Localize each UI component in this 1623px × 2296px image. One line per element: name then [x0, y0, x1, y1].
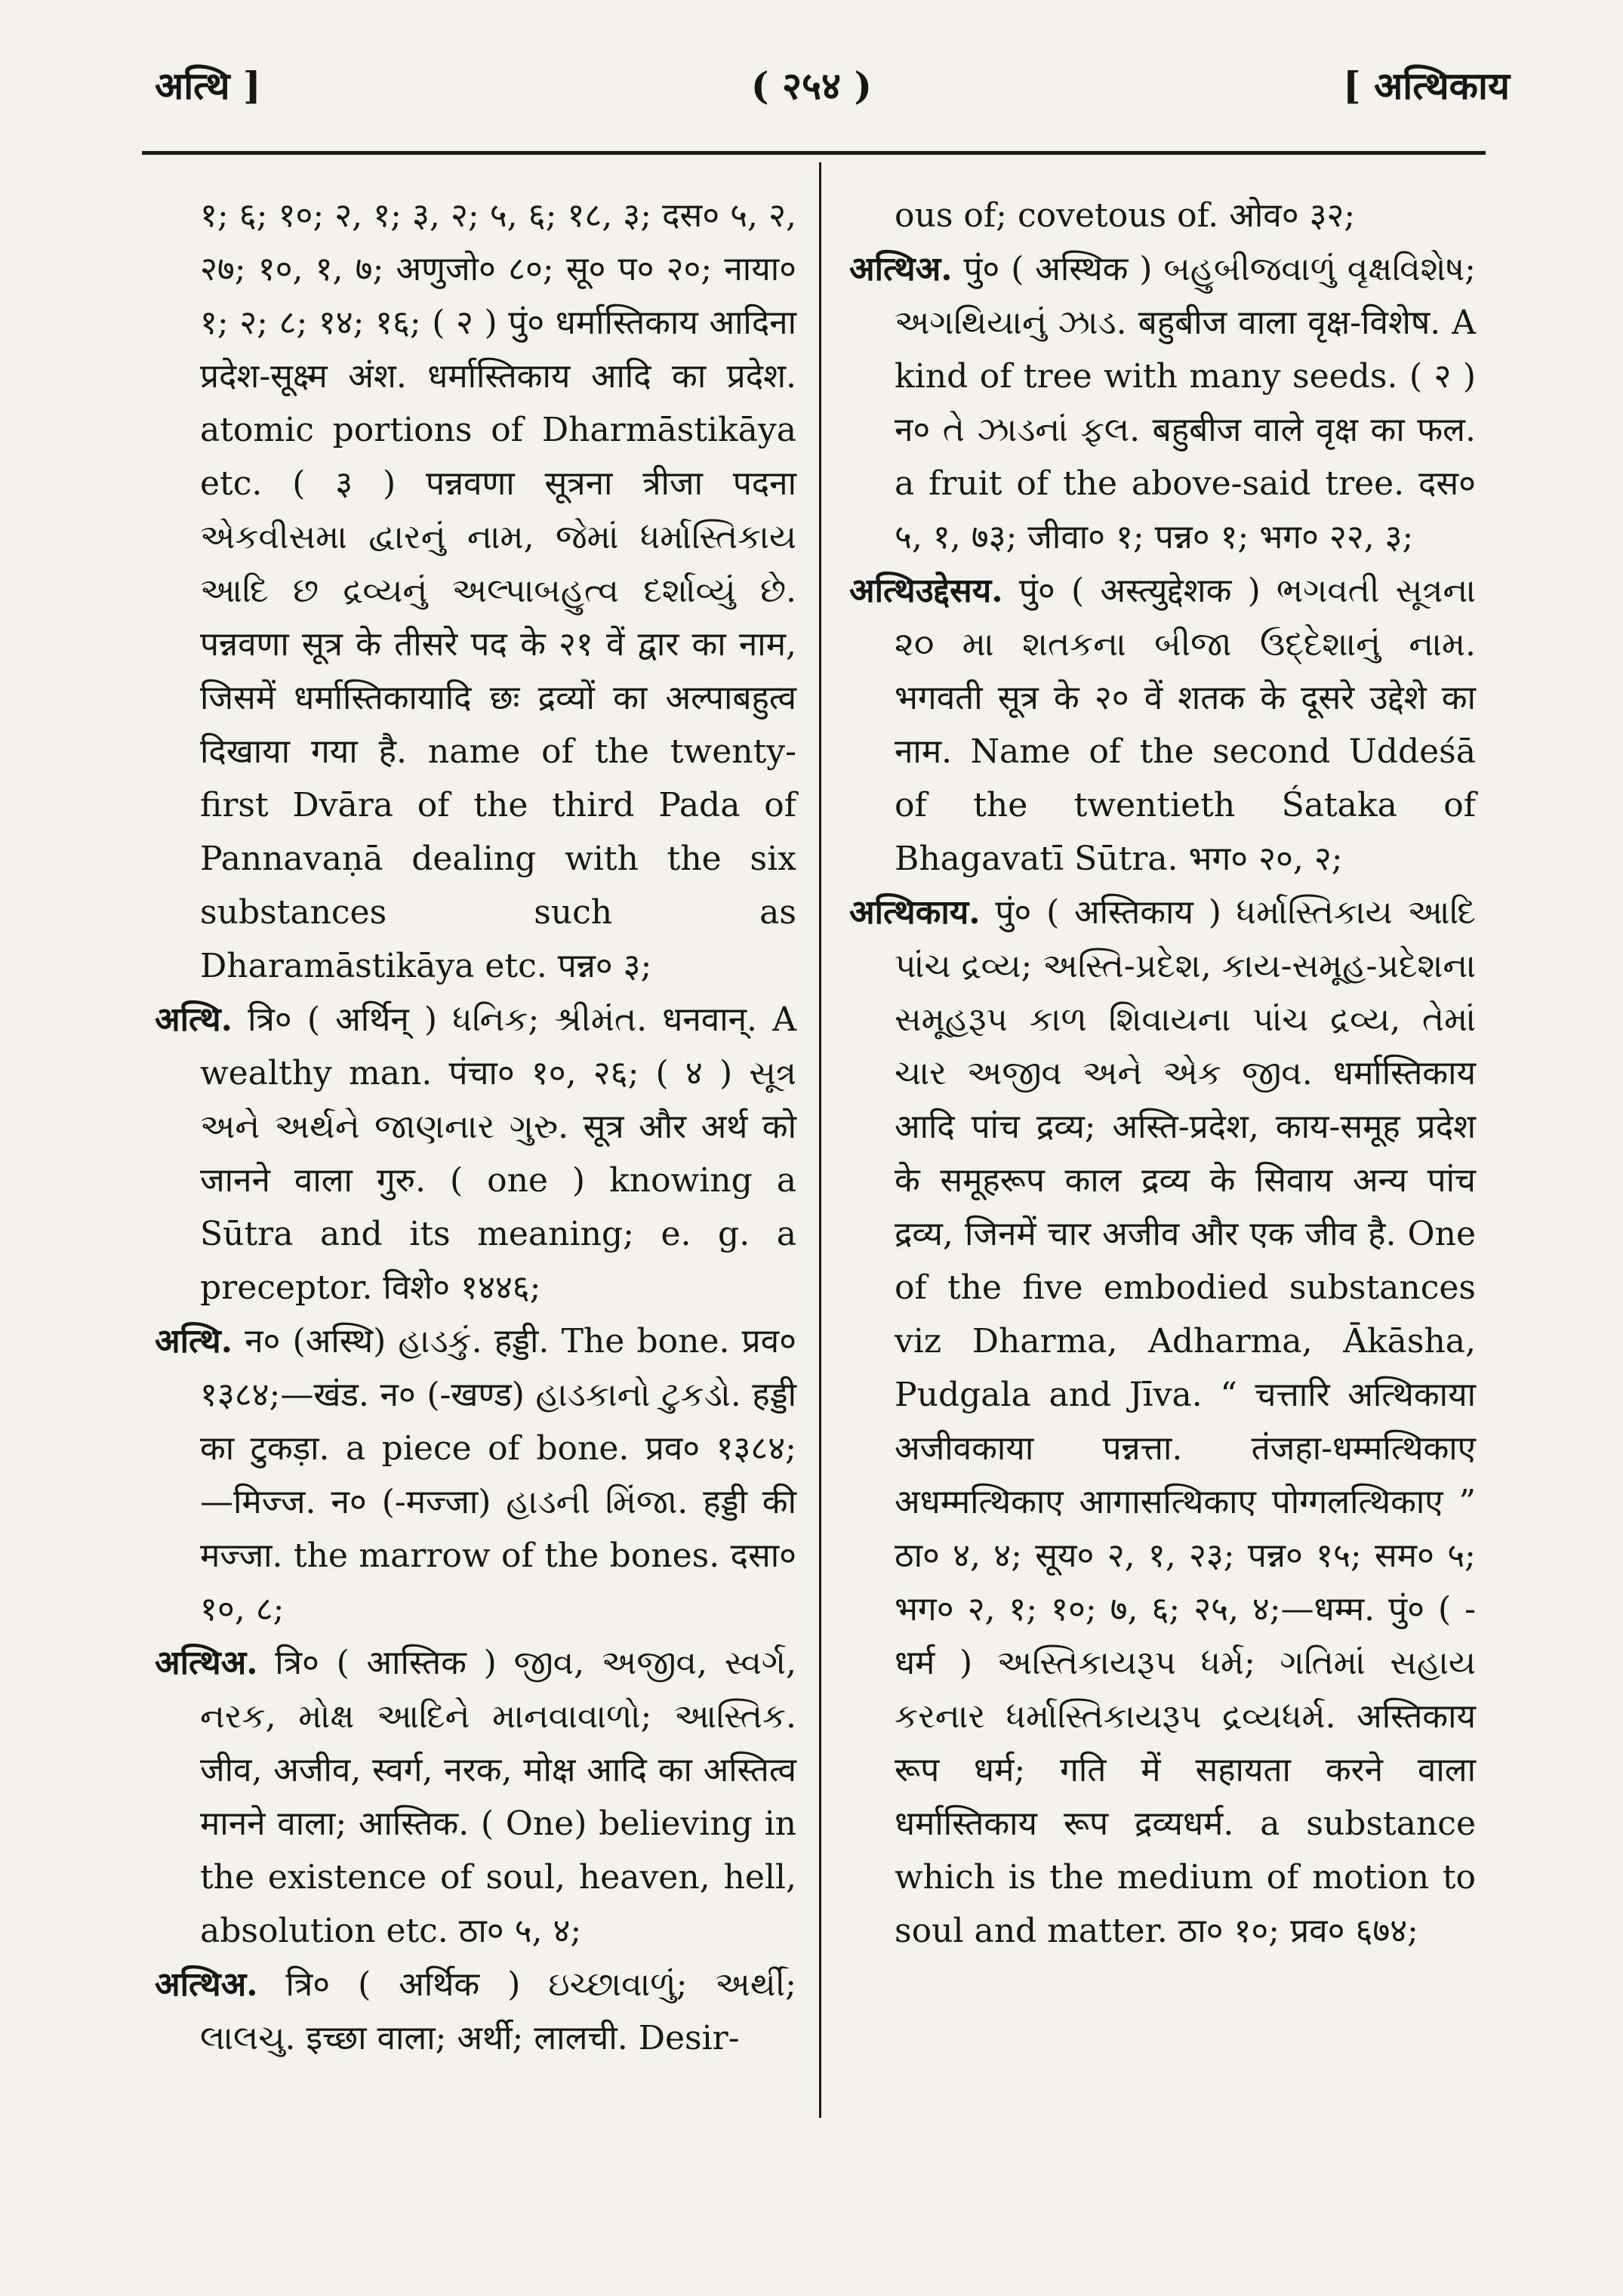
dictionary-entry	[849, 886, 1476, 1958]
entry-definition: पुं० ( अस्त्युद्देशक ) ભગવતી સૂત્રના ૨૦ મા શતકના બીજા ઉદ્દેશાનું નામ. भगवती सूत्र के २० वें शतक के दूसरे उद्देशे का नाम. Name of the second Uddeśā of the twentieth Śataka of Bhagavatī Sūtra. भग० २०, २;	[895, 572, 1476, 878]
entry-definition: त्रि० ( अर्थिन् ) ધનિક; શ્રીમંત. धनवान्. A wealthy man. पंचा० १०, २६; ( ४ ) સૂત્ર અને અર્થને જાણનાર ગુરુ. सूत्र और अर्थ को जानने वाला गुरु. ( one ) knowing a Sūtra and its meaning; e. g. a preceptor. विशे० १४४६;	[200, 1000, 796, 1307]
entry-headword: अत्थिअ.	[155, 1965, 258, 2004]
entry-headword: अत्थिउद्देसय.	[849, 572, 1003, 610]
entry-headword: अत्थि.	[155, 1322, 233, 1361]
entry-headword: अत्थिअ.	[155, 1644, 258, 1682]
dictionary-entry	[155, 1314, 796, 1636]
header-rule	[142, 151, 1486, 155]
dictionary-entry	[155, 1636, 796, 1958]
entry-definition: पुं० ( अस्तिकाय ) ધર્માસ્તિકાય આદિ પાંચ દ્રવ્ય; અસ્તિ-પ્રદેશ, કાય-સમૂહ-પ્રદેશના સમૂહરૂપ કાળ શિવાયના પાંચ દ્રવ્ય, તેમાં ચાર અજીવ અને એક જીવ. धर्मास्तिकाय आदि पांच द्रव्य; अस्ति-प्रदेश, काय-समूह प्रदेश के समूहरूप काल द्रव्य के सिवाय अन्य पांच द्रव्य, जिनमें चार अजीव और एक जीव है. One of the five embodied substances viz Dharma, Adharma, Ākāsha, Pudgala and Jīva. “ चत्तारि अत्थिकाया अजीवकाया पन्नत्ता. तंजहा-धम्मत्थिकाए अधम्मत्थिकाए आगासत्थिकाए पोग्गलत्थिकाए ” ठा० ४, ४; सूय० २, १, २३; पन्न० १५; सम० ५; भग० २, १; १०; ७, ६; २५, ४;—धम्म. पुं० ( -धर्म ) અસ્તિકાયરૂપ ધર્મ; ગતિમાં સહાય કરનાર ધર્માસ્તિકાયરૂપ દ્રવ્યધર્મ. अस्तिकाय रूप धर्म; गति में सहायता करने वाला धर्मास्तिकाय रूप द्रव्यधर्म. a substance which is the medium of motion to soul and matter. ठा० १०; प्रव० ६७४;	[895, 893, 1476, 1950]
entry-headword: अत्थिअ.	[849, 250, 953, 288]
dictionary-entry	[849, 242, 1476, 564]
dictionary-entry: ous of; covetous of. ओव० ३२;	[895, 196, 1356, 235]
dictionary-entry	[155, 1958, 796, 2065]
page-header	[0, 59, 1623, 134]
header-left-guideword: अत्थि ]	[155, 63, 261, 108]
dictionary-entry	[155, 993, 796, 1314]
entry-headword: अत्थि.	[155, 1000, 233, 1039]
column-divider	[819, 162, 821, 2118]
entry-definition: त्रि० ( अर्थिक ) ઇચ્છાવાળું; અર્થી; લાલચુ. इच्छा वाला; अर्थी; लालची. Desir-	[200, 1965, 796, 2057]
entry-definition: त्रि० ( आस्तिक ) જીવ, અજીવ, સ્વર્ગ, નરક, મોક્ષ આદિને માનવાવાળો; આસ્તિક. जीव, अजीव, स्वर्ग, नरक, मोक्ष आदि का अस्तित्व मानने वाला; आस्तिक. ( One) believing in the existence of soul, heaven, hell, absolution etc. ठा० ५, ४;	[200, 1644, 796, 1950]
right-column	[849, 189, 1476, 1958]
dictionary-entry	[849, 564, 1476, 886]
left-column	[155, 189, 796, 2065]
entry-headword: अत्थिकाय.	[849, 893, 981, 932]
dictionary-entry: १; ६; १०; २, १; ३, २; ५, ६; १८, ३; दस० ५, २, २७; १०, १, ७; अणुजो० ८०; सू० प० २०; नाया० १; २; ८; १४; १६; ( २ ) पुं० धर्मास्तिकाय आदिना प्रदेश-सूक्ष्म अंश. धर्मास्तिकाय आदि का प्रदेश. atomic portions of Dharmāstikāya etc. ( ३ ) पन्नवणा सूत्रना त्रीजा पदना એકવીસમા દ્વારનું નામ, જેમાં ધર્માસ્તિકાય આદિ છ દ્રવ્યનું અલ્પાબહુત્વ દર્શાવ્યું છે. पन्नवणा सूत्र के तीसरे पद के २१ वें द्वार का नाम, जिसमें धर्मास्तिकायादि छः द्रव्यों का अल्पाबहुत्व दिखाया गया है. name of the twenty-first Dvāra of the third Pada of Pannavaṇā dealing with the six substances such as Dharamāstikāya etc. पन्न० ३;	[200, 196, 796, 985]
header-right-guideword: [ अत्थिकाय	[1343, 63, 1510, 108]
page-number: ( २५४ )	[750, 63, 873, 108]
entry-definition: पुं० ( अस्थिक ) બહુબીજવાળું વૃક્ષવિશેષ; અગથિયાનું ઝાડ. बहुबीज वाला वृक्ष-विशेष. A kind of tree with many seeds. ( २ ) न० તે ઝાડનાં ફલ. बहुबीज वाले वृक्ष का फल. a fruit of the above-said tree. दस० ५, १, ७३; जीवा० १; पन्न० १; भग० २२, ३;	[895, 250, 1476, 556]
entry-definition: न० (अस्थि) હાડકું. हड्डी. The bone. प्रव० १३८४;—खंड. न० (-खण्ड) હાડકાનો ટુકડો. हड्डी का टुकड़ा. a piece of bone. प्रव० १३८४; —मिज्ज. न० (-मज्जा) હાડની મિંજા. हड्डी की मज्जा. the marrow of the bones. दसा० १०, ८;	[200, 1322, 796, 1629]
